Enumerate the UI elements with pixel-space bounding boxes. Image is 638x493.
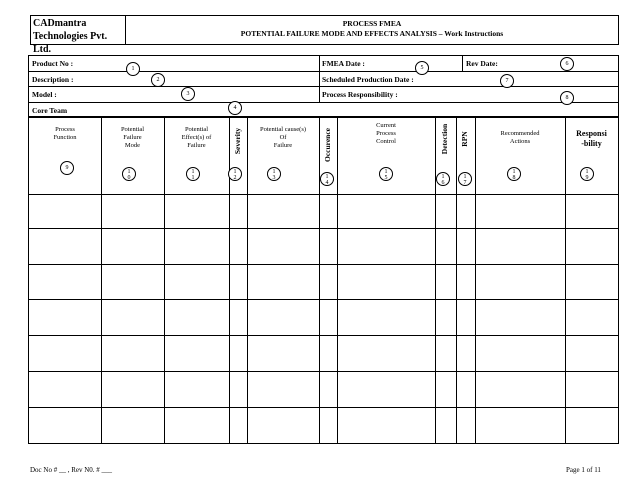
header-responsibility — [565, 129, 618, 149]
header-process-function — [29, 126, 101, 142]
header-failure-mode — [101, 126, 164, 150]
row-line — [29, 228, 618, 229]
marker-digit: 1 — [127, 169, 131, 175]
marker-digit: 1 — [463, 174, 467, 180]
marker-16 — [436, 172, 450, 186]
fmea-table — [28, 117, 619, 444]
header-text: Current — [376, 122, 396, 129]
marker-digit: 1 — [191, 169, 195, 175]
header-text: Failure — [273, 142, 293, 149]
col-line — [435, 118, 436, 443]
marker-digit: 3 — [272, 175, 276, 181]
header-effects — [164, 126, 229, 150]
title-line-2: POTENTIAL FAILURE MODE AND EFFECTS ANALYSIS – Work Instructions — [240, 28, 504, 38]
marker-15 — [379, 167, 393, 181]
header-text: Potential — [120, 126, 145, 133]
header-text: Potential cause(s) — [259, 126, 307, 133]
col-line — [164, 118, 165, 443]
core-team-label: Core Team — [32, 105, 68, 115]
marker-1: 1 — [126, 62, 140, 76]
header-rpn: RPN — [460, 131, 469, 147]
header-text: Failure — [123, 134, 142, 141]
header-text: Process — [55, 126, 75, 133]
row-line — [29, 407, 618, 408]
marker-digit: 0 — [127, 175, 131, 181]
header-text: Process — [376, 130, 396, 137]
header-occurrence: Occurence — [323, 128, 332, 163]
footer-doc-no: Doc No # __ , Rev N0. # ___ — [30, 466, 113, 474]
marker-6: 6 — [560, 57, 574, 71]
scheduled-production-date-label: Scheduled Production Date : — [322, 74, 414, 84]
col-line — [247, 118, 248, 443]
marker-digit: 1 — [191, 175, 195, 181]
col-line — [456, 118, 457, 443]
document-title — [126, 19, 618, 38]
marker-11 — [186, 167, 200, 181]
marker-2: 2 — [151, 73, 165, 87]
marker-digit: 2 — [233, 175, 237, 181]
col-line — [101, 118, 102, 443]
info-row-product — [29, 56, 618, 72]
info-row-model — [29, 87, 618, 103]
marker-digit: 5 — [384, 175, 388, 181]
header-detection: Detection — [440, 123, 449, 155]
info-block — [28, 55, 619, 117]
info-divider-1 — [319, 56, 320, 103]
marker-7: 7 — [500, 74, 514, 88]
marker-18 — [507, 167, 521, 181]
info-divider-2 — [462, 56, 463, 72]
title-line-1: PROCESS FMEA — [342, 19, 402, 28]
header-text: Actions — [509, 138, 531, 145]
marker-12 — [228, 167, 242, 181]
marker-17 — [458, 172, 472, 186]
marker-digit: 1 — [585, 169, 589, 175]
marker-3: 3 — [181, 87, 195, 101]
header-text: Recommended — [500, 130, 540, 137]
marker-13 — [267, 167, 281, 181]
marker-14 — [320, 172, 334, 186]
marker-9: 9 — [60, 161, 74, 175]
marker-digit: 8 — [512, 175, 516, 181]
document-header — [30, 15, 619, 55]
row-line — [29, 194, 618, 195]
marker-digit: 9 — [585, 175, 589, 181]
fmea-date-label: FMEA Date : — [322, 59, 365, 68]
col-line — [319, 118, 320, 443]
process-responsibility-label: Process Responsibility : — [322, 90, 398, 99]
row-line — [29, 299, 618, 300]
description-label: Description : — [32, 74, 74, 84]
row-line — [29, 371, 618, 372]
info-row-core-team — [29, 103, 618, 119]
info-row-description — [29, 72, 618, 88]
header-text: -bility — [581, 139, 602, 148]
marker-4: 4 — [228, 101, 242, 115]
row-line — [29, 335, 618, 336]
header-causes — [247, 126, 319, 150]
header-text: Control — [376, 138, 396, 145]
rev-date-label: Rev Date: — [466, 59, 498, 68]
marker-digit: 1 — [272, 169, 276, 175]
col-line — [565, 118, 566, 443]
header-text: Failure — [187, 142, 206, 149]
company-line-2: Technologies Pvt. Ltd. — [33, 31, 108, 55]
product-no-label: Product No : — [32, 59, 74, 68]
company-name — [31, 16, 126, 55]
company-line-1: CADmantra — [33, 18, 87, 29]
row-line — [29, 264, 618, 265]
marker-digit: 1 — [384, 169, 388, 175]
marker-digit: 7 — [463, 180, 467, 186]
marker-digit: 1 — [512, 169, 516, 175]
header-controls — [337, 122, 435, 146]
header-severity: Severity — [233, 127, 242, 155]
header-text: Mode — [124, 142, 141, 149]
marker-8: 8 — [560, 91, 574, 105]
header-recommended-actions — [475, 130, 565, 146]
marker-19 — [580, 167, 594, 181]
marker-digit: 4 — [325, 180, 329, 186]
marker-10 — [122, 167, 136, 181]
marker-digit: 1 — [441, 174, 445, 180]
header-text: Potential — [184, 126, 209, 133]
header-text: Effect(s) of — [181, 134, 212, 141]
marker-digit: 6 — [441, 180, 445, 186]
col-line — [337, 118, 338, 443]
footer-page-number: Page 1 of 11 — [566, 466, 601, 474]
marker-digit: 1 — [325, 174, 329, 180]
marker-5: 5 — [415, 61, 429, 75]
model-label: Model : — [32, 90, 57, 99]
header-text: Responsi — [576, 129, 607, 138]
marker-digit: 1 — [233, 169, 237, 175]
header-text: Function — [53, 134, 77, 141]
col-line — [475, 118, 476, 443]
header-text: Of — [279, 134, 287, 141]
col-line — [229, 118, 230, 443]
